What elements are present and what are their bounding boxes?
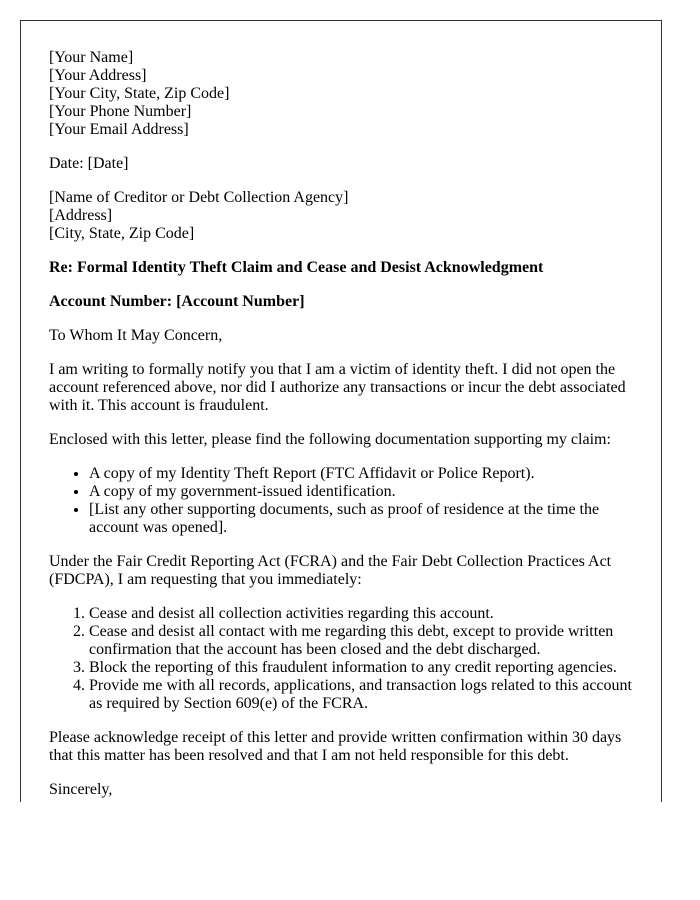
sender-email-line: [Your Email Address] xyxy=(49,121,189,138)
enclosure-item: • A copy of my government-issued identification. xyxy=(89,483,633,501)
demand-item: 4. Provide me with all records, applications, and transaction logs related to this account as required by Section 609(e) of the FCRA. xyxy=(89,677,633,713)
demand-item: 1. Cease and desist all collection activities regarding this account. xyxy=(89,605,633,623)
enclosure-item: • [List any other supporting documents, such as proof of residence at the time the account was opened]. xyxy=(89,501,633,537)
letter-page xyxy=(20,20,662,802)
sender-name-line: [Your Name] xyxy=(49,49,134,66)
enclosure-item: • A copy of my Identity Theft Report (FTC Affidavit or Police Report). xyxy=(89,465,633,483)
sender-city-line: [Your City, State, Zip Code] xyxy=(49,85,230,102)
enclosures-list xyxy=(49,465,633,537)
signoff: Sincerely, xyxy=(49,781,113,798)
demands-list xyxy=(49,605,633,713)
recipient-address-line: [Address] xyxy=(49,207,113,224)
intro-paragraph: I am writing to formally notify you that I am a victim of identity theft. I did not open the account referenced above, nor did I authorize any transactions or incur the debt associated with it. This account is fraudulent. xyxy=(49,361,626,414)
sender-phone-line: [Your Phone Number] xyxy=(49,103,192,120)
date-line: Date: [Date] xyxy=(49,155,129,172)
sender-address-line: [Your Address] xyxy=(49,67,147,84)
closing-paragraph: Please acknowledge receipt of this letter and provide written confirmation within 30 days that this matter has been resolved and that I am not held responsible for this debt. xyxy=(49,729,622,764)
salutation: To Whom It May Concern, xyxy=(49,327,223,344)
enclosures-intro-paragraph: Enclosed with this letter, please find the following documentation supporting my claim: xyxy=(49,431,611,448)
subject-line: Re: Formal Identity Theft Claim and Cease and Desist Acknowledgment xyxy=(49,259,544,276)
recipient-address-block xyxy=(49,189,633,243)
demand-item: 2. Cease and desist all contact with me regarding this debt, except to provide written confirmation that the account has been closed and the debt discharged. xyxy=(89,623,633,659)
recipient-name-line: [Name of Creditor or Debt Collection Agency] xyxy=(49,189,349,206)
legal-request-paragraph: Under the Fair Credit Reporting Act (FCRA) and the Fair Debt Collection Practices Act (FDCPA), I am requesting that you immediately: xyxy=(49,553,612,588)
recipient-city-line: [City, State, Zip Code] xyxy=(49,225,195,242)
demand-item: 3. Block the reporting of this fraudulent information to any credit reporting agencies. xyxy=(89,659,633,677)
account-number-line: Account Number: [Account Number] xyxy=(49,293,305,310)
sender-address-block xyxy=(49,49,633,139)
